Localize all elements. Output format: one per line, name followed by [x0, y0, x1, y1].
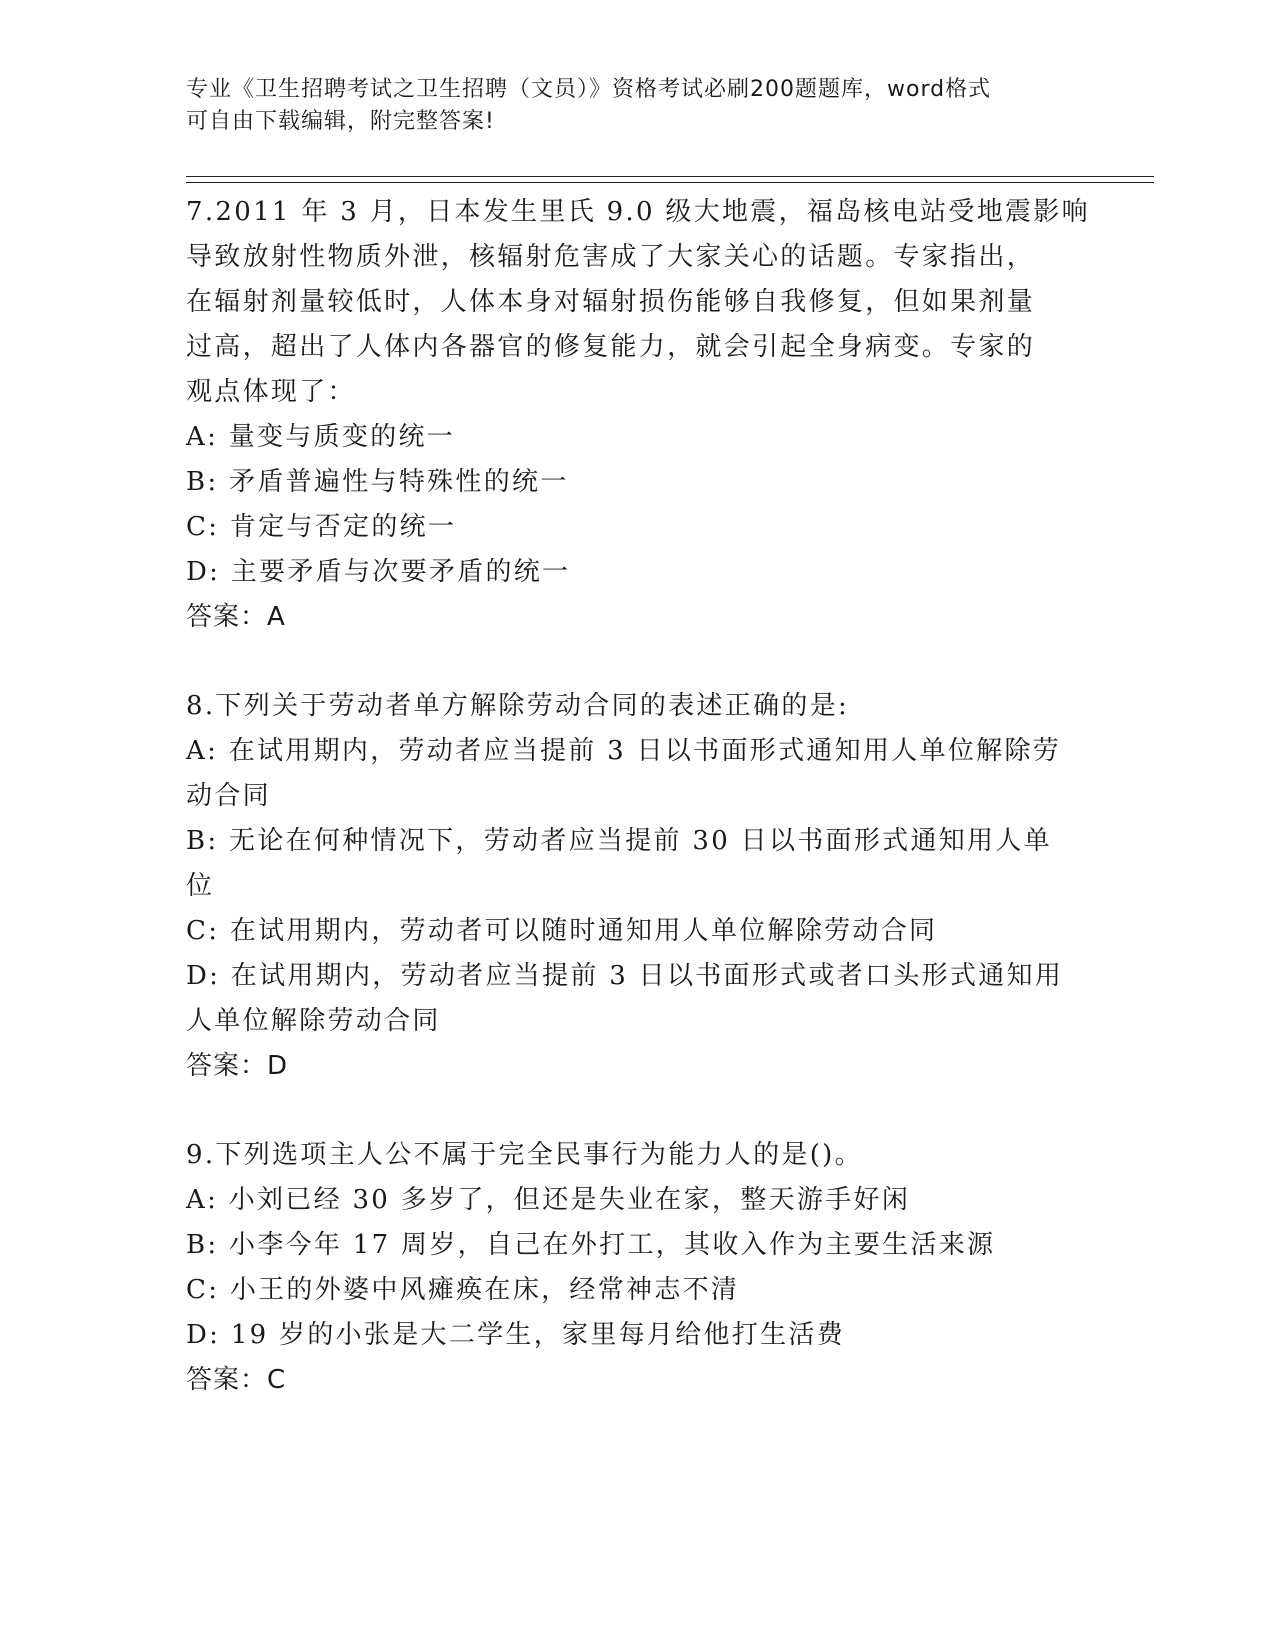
header-line-1: 专业《卫生招聘考试之卫生招聘（文员）》资格考试必刷200题题库，word格式	[186, 77, 992, 102]
question-line: 在辐射剂量较低时，人体本身对辐射损伤能够自我修复，但如果剂量	[186, 287, 1036, 317]
question-item	[186, 190, 1090, 640]
question-item	[186, 684, 1086, 1089]
question-line: 8.下列关于劳动者单方解除劳动合同的表述正确的是:	[186, 691, 850, 721]
header-divider-top	[186, 176, 1154, 177]
question-line: D: 在试用期内，劳动者应当提前 3 日以书面形式或者口头形式通知用	[186, 961, 1064, 991]
question-line: C: 小王的外婆中风瘫痪在床，经常神志不清	[186, 1275, 740, 1305]
question-line: 动合同	[186, 781, 271, 811]
question-line: C: 肯定与否定的统一	[186, 512, 457, 542]
question-line: B: 小李今年 17 周岁，自己在外打工，其收入作为主要生活来源	[186, 1230, 996, 1260]
answer-line: 答案：D	[186, 1051, 289, 1081]
question-line: 9.下列选项主人公不属于完全民事行为能力人的是()。	[186, 1140, 863, 1170]
question-line: B: 矛盾普遍性与特殊性的统一	[186, 467, 569, 497]
header-divider-bottom	[186, 182, 1154, 183]
question-line: 导致放射性物质外泄，核辐射危害成了大家关心的话题。专家指出，	[186, 242, 1036, 272]
question-list	[186, 190, 1090, 1447]
question-line: D: 主要矛盾与次要矛盾的统一	[186, 557, 571, 587]
question-line: D: 19 岁的小张是大二学生，家里每月给他打生活费	[186, 1320, 846, 1350]
document-header	[186, 74, 1066, 138]
question-item	[186, 1133, 1086, 1403]
question-line: 人单位解除劳动合同	[186, 1006, 441, 1036]
question-line: 过高，超出了人体内各器官的修复能力，就会引起全身病变。专家的	[186, 332, 1036, 362]
answer-line: 答案：C	[186, 1365, 287, 1395]
question-line: 位	[186, 871, 215, 901]
question-line: C: 在试用期内，劳动者可以随时通知用人单位解除劳动合同	[186, 916, 938, 946]
question-line: A: 量变与质变的统一	[186, 422, 456, 452]
question-line: A: 小刘已经 30 多岁了，但还是失业在家，整天游手好闲	[186, 1185, 911, 1215]
question-line: A: 在试用期内，劳动者应当提前 3 日以书面形式通知用人单位解除劳	[186, 736, 1062, 766]
question-line: 观点体现了：	[186, 377, 356, 407]
answer-line: 答案：A	[186, 602, 286, 632]
header-line-2: 可自由下载编辑，附完整答案!	[186, 109, 495, 134]
question-line: 7.2011 年 3 月，日本发生里氏 9.0 级大地震，福岛核电站受地震影响	[186, 197, 1090, 227]
question-line: B: 无论在何种情况下，劳动者应当提前 30 日以书面形式通知用人单	[186, 826, 1052, 856]
